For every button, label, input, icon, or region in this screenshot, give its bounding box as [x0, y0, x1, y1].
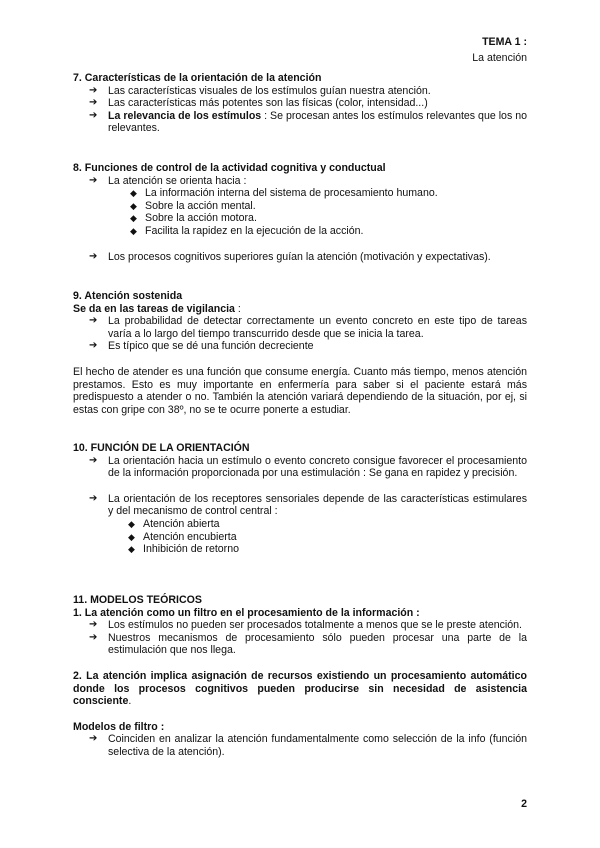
section-9-subtitle: Se da en las tareas de vigilancia : [73, 302, 241, 315]
list-item: ➔ Nuestros mecanismos de procesamiento sólo pueden procesar una parte de la estimulación que nos llega. [89, 631, 527, 657]
arrow-icon: ➔ [89, 454, 98, 466]
section-7 [73, 72, 527, 135]
sub-list-item: ◆ La información interna del sistema de procesamiento humano. [130, 187, 438, 200]
diamond-bullet-icon: ◆ [130, 188, 137, 199]
sub-list-item: ◆ Sobre la acción motora. [130, 212, 257, 225]
section-10 [73, 442, 527, 556]
list-item: ➔ La atención se orienta hacia : [89, 174, 247, 187]
diamond-bullet-icon: ◆ [128, 531, 135, 542]
arrow-icon: ➔ [89, 492, 98, 504]
arrow-icon: ➔ [89, 84, 98, 96]
diamond-bullet-icon: ◆ [130, 225, 137, 236]
sub-list-item: ◆ Inhibición de retorno [128, 543, 239, 556]
model-2-paragraph: 2. La atención implica asignación de recursos existiendo un procesamiento automático donde los procesos cognitivos pueden producirse sin necesidad de asistencia consciente. [73, 669, 527, 708]
arrow-icon: ➔ [89, 97, 98, 109]
section-11 [73, 594, 527, 759]
list-item: ➔ Las características visuales de los estímulos guían nuestra atención. [89, 84, 431, 97]
section-11-title: 11. MODELOS TEÓRICOS [73, 594, 202, 606]
arrow-icon: ➔ [89, 250, 98, 262]
list-item: ➔ La probabilidad de detectar correctamente un evento concreto en este tipo de tareas varía a lo largo del tiempo transcurrido desde que se inicia la tarea. [89, 315, 527, 340]
list-item: ➔ Los procesos cognitivos superiores guían la atención (motivación y expectativas). [89, 250, 491, 263]
section-10-title: 10. FUNCIÓN DE LA ORIENTACIÓN [73, 442, 250, 454]
diamond-bullet-icon: ◆ [128, 544, 135, 555]
page-header [472, 36, 527, 64]
section-7-title: 7. Características de la orientación de la atención [73, 72, 322, 84]
arrow-icon: ➔ [89, 619, 98, 631]
section-8-title: 8. Funciones de control de la actividad cognitiva y conductual [73, 162, 386, 174]
list-item: ➔ Coinciden en analizar la atención fundamentalmente como selección de la info (función selectiva de la atención). [89, 733, 527, 758]
topic-subtitle: La atención [472, 51, 527, 64]
section-9-title: 9. Atención sostenida [73, 290, 183, 302]
sub-list-item: ◆ Atención abierta [128, 517, 220, 530]
page-number: 2 [521, 798, 527, 810]
arrow-icon: ➔ [89, 340, 98, 352]
arrow-icon: ➔ [89, 631, 98, 643]
arrow-icon: ➔ [89, 174, 98, 186]
sub-list-item: ◆ Atención encubierta [128, 530, 237, 543]
diamond-bullet-icon: ◆ [128, 518, 135, 529]
list-item: ➔ La orientación hacia un estímulo o evento concreto consigue favorecer el procesamiento de la información proporcionada por una estimulación : Se gana en rapidez y precisión. [89, 454, 527, 480]
list-item: ➔ La orientación de los receptores sensoriales depende de las características estimulares y del mecanismo de control central : [89, 492, 527, 518]
emphasis-text: La relevancia de los estímulos [108, 109, 262, 122]
model-1-title: 1. La atención como un filtro en el procesamiento de la información : [73, 606, 420, 619]
list-item: ➔ Es típico que se dé una función decreciente [89, 340, 314, 353]
arrow-icon: ➔ [89, 315, 98, 327]
paragraph: El hecho de atender es una función que consume energía. Cuanto más tiempo, menos atención prestamos. Esto es muy importante en enfermería para saber si el paciente estará más predispuesto a atender o no. También la atención variará dependiendo de la situación, por ej, si estas con gripe con 38º, no se te ocurre ponerte a estudiar. [73, 365, 527, 416]
section-9 [73, 290, 527, 416]
diamond-bullet-icon: ◆ [130, 213, 137, 224]
topic-label: TEMA 1 : [482, 36, 527, 48]
sub-list-item: ◆ Sobre la acción mental. [130, 199, 256, 212]
arrow-icon: ➔ [89, 733, 98, 745]
filter-models-title: Modelos de filtro : [73, 720, 165, 733]
list-item: ➔ Los estímulos no pueden ser procesados totalmente a menos que se le preste atención. [89, 619, 522, 632]
list-item: ➔ La relevancia de los estímulos : Se procesan antes los estímulos relevantes que los no relevantes. [89, 109, 527, 135]
section-8 [73, 162, 527, 263]
list-item: ➔ Las características más potentes son las físicas (color, intensidad...) [89, 97, 428, 110]
sub-list-item: ◆ Facilita la rapidez en la ejecución de la acción. [130, 224, 364, 237]
arrow-icon: ➔ [89, 109, 98, 121]
diamond-bullet-icon: ◆ [130, 200, 137, 211]
